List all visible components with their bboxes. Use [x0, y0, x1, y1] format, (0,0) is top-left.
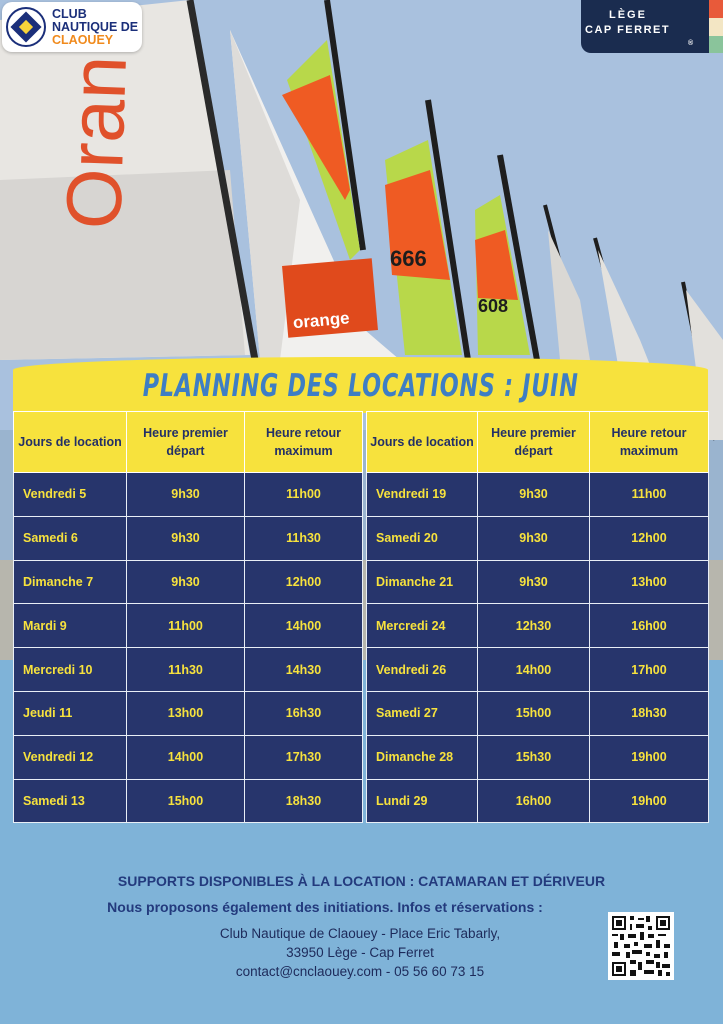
initiations-text: Nous proposons également des initiations. Infos et réservations :	[107, 899, 543, 915]
club-logo-line1: CLUB	[52, 6, 87, 21]
day-cell: Dimanche 7	[14, 560, 127, 604]
table-row	[14, 604, 363, 648]
day-cell: Mardi 9	[14, 604, 127, 648]
club-logo-line2: NAUTIQUE DE	[52, 19, 139, 34]
table-row	[367, 735, 709, 779]
contact-block	[200, 924, 520, 981]
depart-cell: 15h00	[478, 691, 590, 735]
day-cell: Samedi 6	[14, 516, 127, 560]
club-logo-text	[52, 8, 138, 47]
header-retour: Heure retour maximum	[245, 412, 363, 473]
depart-cell: 16h00	[478, 779, 590, 823]
depart-cell: 11h30	[127, 648, 245, 692]
sail-text-666: 666	[390, 246, 427, 271]
day-cell: Lundi 29	[367, 779, 478, 823]
depart-cell: 14h00	[478, 648, 590, 692]
table-row	[367, 691, 709, 735]
day-cell: Mercredi 10	[14, 648, 127, 692]
lcf-registered-mark: ®	[688, 40, 694, 47]
depart-cell: 15h00	[127, 779, 245, 823]
header-depart: Heure premier départ	[478, 412, 590, 473]
depart-cell: 9h30	[127, 473, 245, 517]
retour-cell: 18h30	[245, 779, 363, 823]
sail-text-608: 608	[478, 296, 509, 316]
address-line2: 33950 Lège - Cap Ferret	[286, 945, 434, 960]
header-jours: Jours de location	[367, 412, 478, 473]
table-row	[367, 648, 709, 692]
lcf-logo-line2: CAP FERRET	[585, 24, 671, 36]
retour-cell: 19h00	[590, 779, 709, 823]
depart-cell: 9h30	[478, 560, 590, 604]
table-row	[14, 779, 363, 823]
table-row	[367, 516, 709, 560]
retour-cell: 14h30	[245, 648, 363, 692]
header-jours: Jours de location	[14, 412, 127, 473]
retour-cell: 19h00	[590, 735, 709, 779]
sail-text-orange: orange	[292, 308, 351, 333]
table-header-row	[14, 412, 363, 473]
day-cell: Vendredi 19	[367, 473, 478, 517]
depart-cell: 9h30	[127, 560, 245, 604]
title-banner	[13, 357, 708, 413]
retour-cell: 16h30	[245, 691, 363, 735]
depart-cell: 15h30	[478, 735, 590, 779]
retour-cell: 14h00	[245, 604, 363, 648]
day-cell: Dimanche 21	[367, 560, 478, 604]
table-row	[367, 779, 709, 823]
depart-cell: 9h30	[478, 473, 590, 517]
day-cell: Dimanche 28	[367, 735, 478, 779]
sail-text-oran: Oran	[49, 54, 144, 231]
header-retour: Heure retour maximum	[590, 412, 709, 473]
retour-cell: 16h00	[590, 604, 709, 648]
schedule-table-right	[366, 411, 709, 823]
club-nautique-logo	[2, 2, 142, 52]
lege-cap-ferret-logo	[581, 0, 723, 53]
depart-cell: 13h00	[127, 691, 245, 735]
retour-cell: 17h30	[245, 735, 363, 779]
address-line1: Club Nautique de Claouey - Place Eric Tabarly,	[219, 926, 501, 941]
depart-cell: 9h30	[478, 516, 590, 560]
header-depart: Heure premier départ	[127, 412, 245, 473]
retour-cell: 13h00	[590, 560, 709, 604]
lcf-logo-line1: LÈGE	[609, 9, 647, 21]
schedule-table-left	[13, 411, 363, 823]
table-row	[14, 648, 363, 692]
supports-heading: SUPPORTS DISPONIBLES À LA LOCATION : CATAMARAN ET DÉRIVEUR	[117, 873, 606, 889]
table-row	[367, 560, 709, 604]
day-cell: Mercredi 24	[367, 604, 478, 648]
table-row	[14, 516, 363, 560]
table-row	[14, 560, 363, 604]
table-row	[14, 735, 363, 779]
day-cell: Samedi 20	[367, 516, 478, 560]
table-row	[367, 473, 709, 517]
retour-cell: 18h30	[590, 691, 709, 735]
contact-line: contact@cnclaouey.com - 05 56 60 73 15	[235, 964, 485, 979]
depart-cell: 14h00	[127, 735, 245, 779]
retour-cell: 17h00	[590, 648, 709, 692]
depart-cell: 9h30	[127, 516, 245, 560]
retour-cell: 11h00	[245, 473, 363, 517]
day-cell: Vendredi 5	[14, 473, 127, 517]
qr-code-graphic	[612, 916, 670, 976]
table-row	[367, 604, 709, 648]
lcf-color-stripe	[709, 0, 723, 53]
day-cell: Samedi 27	[367, 691, 478, 735]
depart-cell: 11h00	[127, 604, 245, 648]
retour-cell: 12h00	[590, 516, 709, 560]
table-row	[14, 473, 363, 517]
table-row	[14, 691, 363, 735]
table-header-row	[367, 412, 709, 473]
retour-cell: 11h30	[245, 516, 363, 560]
page-title: PLANNING DES LOCATIONS : JUIN	[142, 368, 579, 404]
qr-code-icon[interactable]	[608, 912, 674, 980]
day-cell: Samedi 13	[14, 779, 127, 823]
day-cell: Jeudi 11	[14, 691, 127, 735]
club-emblem-icon	[6, 7, 46, 47]
retour-cell: 11h00	[590, 473, 709, 517]
day-cell: Vendredi 12	[14, 735, 127, 779]
depart-cell: 12h30	[478, 604, 590, 648]
day-cell: Vendredi 26	[367, 648, 478, 692]
retour-cell: 12h00	[245, 560, 363, 604]
club-logo-line3: CLAOUEY	[52, 32, 114, 47]
